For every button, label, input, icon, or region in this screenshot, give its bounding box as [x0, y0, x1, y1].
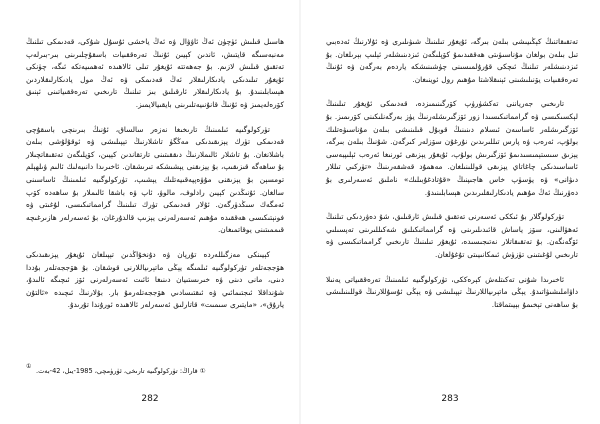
footnote: ① قاراڭ: تۈركولوگىيە تارىخى، ئۈرۈمچى، 1985-يىل، 42-بەت. — [36, 367, 206, 375]
right-paragraph-2: تارىخىي جەرياننى تەكشۈرۈپ كۆرگىنىمىزدە، قەدىمكى ئۇيغۇر تىلىنىڭ لېكسىكىسى ۋە گرامماتىكىسىدا زور ئۆزگىرىشلەرنىڭ يۈز بەرگەنلىكىنى كۆرىمىز. بۇ ئۆزگىرىشلەر ئاساسەن ئىسلام دىنىنىڭ قوبۇل قىلىنىشى بىلەن مۇناسىۋەتلىك بولۇپ، ئەرەب ۋە پارس تىللىرىدىن نۇرغۇن سۆزلەر كىرگەن. شۇنىڭ بىلەن بىرگە، يېزىق سىستېمىسىدىمۇ ئۆزگىرىش بولۇپ، ئۇيغۇر يېزىقى ئورنىغا ئەرەب ئېلىپبەسى ئاساسىدىكى چاغاتاي يېزىقى قوللىنىلغان. مەھمۇد قەشقەرىنىڭ «تۈركىي تىللار دىۋانى» ۋە يۈسۈپ خاس ھاجىپنىڭ «قۇتادغۇبىلىك» ناملىق ئەسەرلىرى بۇ دەۋرنىڭ ئەڭ مۇھىم يادىكارلىقلىرىدىن ھېسابلىنىدۇ. — [326, 99, 578, 197]
page-number-right: 283 — [441, 394, 459, 404]
right-page — [300, 0, 600, 424]
right-paragraph-4: ئاخىرىدا شۇنى تەكىتلەش كېرەككى، تۈركولوگىيە ئىلمىنىڭ تەرەققىياتى يەنىلا داۋاملىشىۋاتىدۇ. يېڭى ماتېرىياللارنىڭ تېپىلىشى ۋە يېڭى ئۇسۇللارنىڭ قوللىنىلىشى بۇ ساھەنى تېخىمۇ بېيىتماقتا. — [326, 274, 578, 309]
left-page-text — [26, 36, 284, 312]
left-paragraph-1: ھاسىل قىلىش ئۈچۈن ئەڭ ئاۋۋال ۋە ئەڭ ياخشى ئۇسۇل شۇكى، قەدىمكى تىلنىڭ مەنبەسىگە قايتىش، ئاندىن كېيىن ئۇنىڭ تەرەققىيات باسقۇچلىرىنى بىر-بىرلەپ تەتقىق قىلىش لازىم. بۇ جەھەتتە ئۇيغۇر تىلى ئالاھىدە ئەھمىيەتكە ئىگە، چۈنكى ئۇيغۇر تىلىدىكى يادىكارلىقلار ئەڭ قەدىمكى ۋە ئەڭ مول يادىكارلىقلاردىن ھېسابلىنىدۇ. بۇ يادىكارلىقلار ئارقىلىق بىز تىلنىڭ تارىخىي تەرەققىياتىنى ئېنىق كۆرەلەيمىز ۋە ئۇنىڭ قانۇنىيەتلىرىنى بايقىيالايمىز. — [26, 37, 284, 109]
right-paragraph-1: تەتقىقاتنىڭ كېڭىيىشى بىلەن بىرگە، ئۇيغۇر تىلىنىڭ شىۋىلىرى ۋە ئۇلارنىڭ ئەدەبىي تىل بىلەن بولغان مۇناسىۋىتى ھەققىدىمۇ كۆپلىگەن ئىزدىنىشلەر ئېلىپ بېرىلغان. بۇ ئىزدىنىشلەر تىلنىڭ ئىچكى قۇرۇلمىسىنى چۈشىنىشكە ياردەم بەرگەن ۋە ئۇنىڭ تەرەققىيات يۆنىلىشىنى ئېنىقلاشتا مۇھىم رول ئوينىغان. — [326, 37, 578, 84]
left-paragraph-3: كېيىنكى مەزگىللەردە تۇرپان ۋە دۇنخۇاڭدىن تېپىلغان ئۇيغۇر يېزىقىدىكى ھۆججەتلەر تۈركولوگىيە ئىلمىگە يېڭى ماتېرىياللارنى قوشقان. بۇ ھۆججەتلەر بۇددا دىنى، مانى دىنى ۋە خىرىستىيان دىنىغا ئائىت ئەسەرلەرنى ئۆز ئىچىگە ئالىدۇ، شۇنداقلا ئىجتىمائىي ۋە ئىقتىسادىي ھۆججەتلەرمۇ بار. بۇلارنىڭ ئىچىدە «ئالتۇن يارۇق»، «مايتىرى سىمىت» قاتارلىق ئەسەرلەر ئالاھىدە ئورۇندا تۇرىدۇ. — [26, 249, 284, 310]
left-paragraph-2: تۈركولوگىيە ئىلمىنىڭ تارىخىغا نەزەر سالساق، ئۇنىڭ بىرىنچى باسقۇچى قەدىمكى تۈرك يېزىقىدىكى مەڭگۈ تاشلارنىڭ تېپىلىشى ۋە ئوقۇلۇشى بىلەن باشلانغان. بۇ تاشلار ئالىملارنىڭ دىققىتىنى تارتقاندىن كېيىن، كۆپلىگەن تەتقىقاتچىلار بۇ ساھەگە قىزىقىپ، بۇ يېزىقنى يېشىشكە تىرىشقان. ئاخىرىدا دانىيەلىك ئالىم ۋىلھېلم تومسېن بۇ يېزىقنى مۇۋەپپەقىيەتلىك يېشىپ، تۈركولوگىيە ئىلمىنىڭ ئاساسىنى سالغان. ئۇنىڭدىن كېيىن رادلوف، مالوۋ، ئاپ ۋە باشقا ئالىملار بۇ ساھەدە كۆپ ئەمگەك سىڭدۈرگەن. ئۇلار قەدىمكى تۈرك تىلىنىڭ گرامماتىكىسى، لۇغىتى ۋە فونېتىكىسى ھەققىدە مۇھىم ئەسەرلەرنى يېزىپ قالدۇرغان، بۇ ئەسەرلەر ھازىرغىچە قىممىتىنى يوقاتمىغان. — [26, 124, 284, 235]
footnote-mark: ① — [26, 363, 32, 370]
right-page-text — [326, 36, 578, 311]
right-paragraph-3: تۈركولوگلار بۇ ئىككى ئەسەرنى تەتقىق قىلىش ئارقىلىق، شۇ دەۋردىكى تىلنىڭ ئەھۋالىنى، سۆز ياساش قائىدىلىرىنى ۋە گرامماتىكىلىق شەكىللىرىنى تەپسىلىي ئۆگەنگەن. بۇ تەتقىقاتلار نەتىجىسىدە، ئۇيغۇر تىلىنىڭ تارىخىي گرامماتىكىسى ۋە تارىخىي لۇغىتىنى تۈزۈش ئىمكانىيىتى تۇغۇلغان. — [326, 212, 578, 259]
page-number-left: 282 — [141, 394, 159, 404]
